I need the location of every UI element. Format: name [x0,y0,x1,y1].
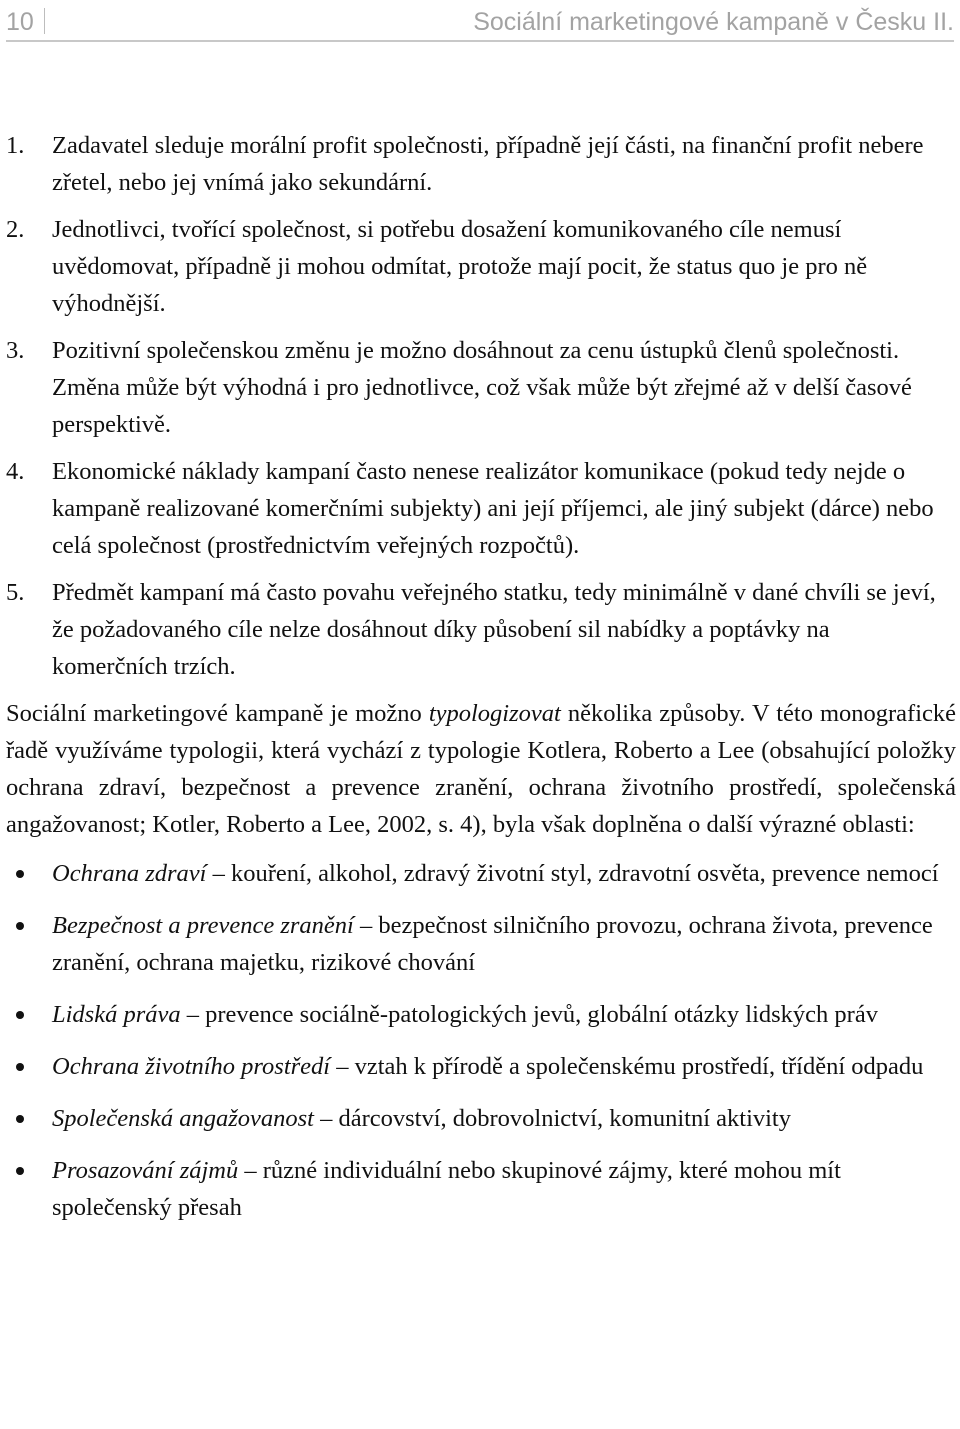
bullet-item [6,855,952,892]
bullet-item [6,907,952,981]
numbered-list [6,127,956,685]
bullet-item [6,1048,952,1085]
bullet-term: Lidská práva [52,1001,181,1028]
bullet-item [6,1100,952,1137]
bullet-description: – bezpečnost silničního provozu, ochrana života, prevence zranění, ochrana majetku, rizikové chování [52,912,933,976]
bullet-icon [16,1167,24,1175]
header-separator [44,8,45,34]
body-paragraph [6,695,956,843]
bullet-term: Ochrana zdraví [52,860,207,887]
bullet-list [6,855,956,1226]
list-item [6,332,942,443]
bullet-icon [16,1063,24,1071]
list-item-number: 2. [6,216,25,243]
bullet-term: Ochrana životního prostředí [52,1053,331,1080]
list-item-number: 5. [6,579,25,606]
list-item-text: Jednotlivci, tvořící společnost, si potřebu dosažení komunikovaného cíle nemusí uvědomovat, případně ji mohou odmítat, protože mají pocit, že status quo je pro ně výhodnější. [52,216,868,317]
page-number: 10 [6,8,34,36]
bullet-description: – vztah k přírodě a společenskému prostředí, třídění odpadu [330,1053,924,1080]
list-item-text: Předmět kampaní má často povahu veřejného statku, tedy minimálně v dané chvíli se jeví, že požadovaného cíle nelze dosáhnout díky působení sil nabídky a poptávky na komerčních trzích. [52,579,936,680]
list-item-number: 3. [6,337,25,364]
bullet-icon [16,1115,24,1123]
paragraph-emphasis: typologizovat [428,700,561,727]
list-item [6,453,942,564]
bullet-icon [16,870,24,878]
page-content [6,127,956,1241]
bullet-term: Bezpečnost a prevence zranění [52,912,354,939]
bullet-term: Společenská angažovanost [52,1105,314,1132]
list-item [6,211,942,322]
list-item [6,127,942,201]
bullet-icon [16,922,24,930]
bullet-description: – různé individuální nebo skupinové zájmy, které mohou mít společenský přesah [52,1157,841,1221]
list-item-number: 1. [6,132,25,159]
bullet-icon [16,1011,24,1019]
bullet-term: Prosazování zájmů [52,1157,239,1184]
list-item-text: Zadavatel sleduje morální profit společnosti, případně její části, na finanční profit nebere zřetel, nebo jej vnímá jako sekundární. [52,132,924,196]
bullet-item [6,996,952,1033]
running-title: Sociální marketingové kampaně v Česku II. [473,8,954,36]
list-item-number: 4. [6,458,25,485]
paragraph-text-start: Sociální marketingové kampaně je možno [6,700,429,727]
paragraph-text-end: několika způsoby. V této monografické řadě využíváme typologii, která vychází z typologie Kotlera, Roberto a Lee (obsahující položky ochrana zdraví, bezpečnost a prevence zranění, ochrana životního prostředí, společenská angažovanost; Kotler, Roberto a Lee, 2002, s. 4), byla však doplněna o další výrazné oblasti: [6,700,956,838]
bullet-description: – dárcovství, dobrovolnictví, komunitní aktivity [313,1105,791,1132]
list-item-text: Pozitivní společenskou změnu je možno dosáhnout za cenu ústupků členů společnosti. Změna může být výhodná i pro jednotlivce, což však může být zřejmé až v delší časové perspektivě. [52,337,912,438]
list-item-text: Ekonomické náklady kampaní často nenese realizátor komunikace (pokud tedy nejde o kampaně realizované komerčními subjekty) ani její příjemci, ale jiný subjekt (dárce) nebo celá společnost (prostřednictvím veřejných rozpočtů). [52,458,934,559]
page-header [6,4,954,42]
bullet-item [6,1152,952,1226]
list-item [6,574,942,685]
bullet-description: – kouření, alkohol, zdravý životní styl, zdravotní osvěta, prevence nemocí [206,860,939,887]
bullet-description: – prevence sociálně-patologických jevů, globální otázky lidských práv [180,1001,878,1028]
